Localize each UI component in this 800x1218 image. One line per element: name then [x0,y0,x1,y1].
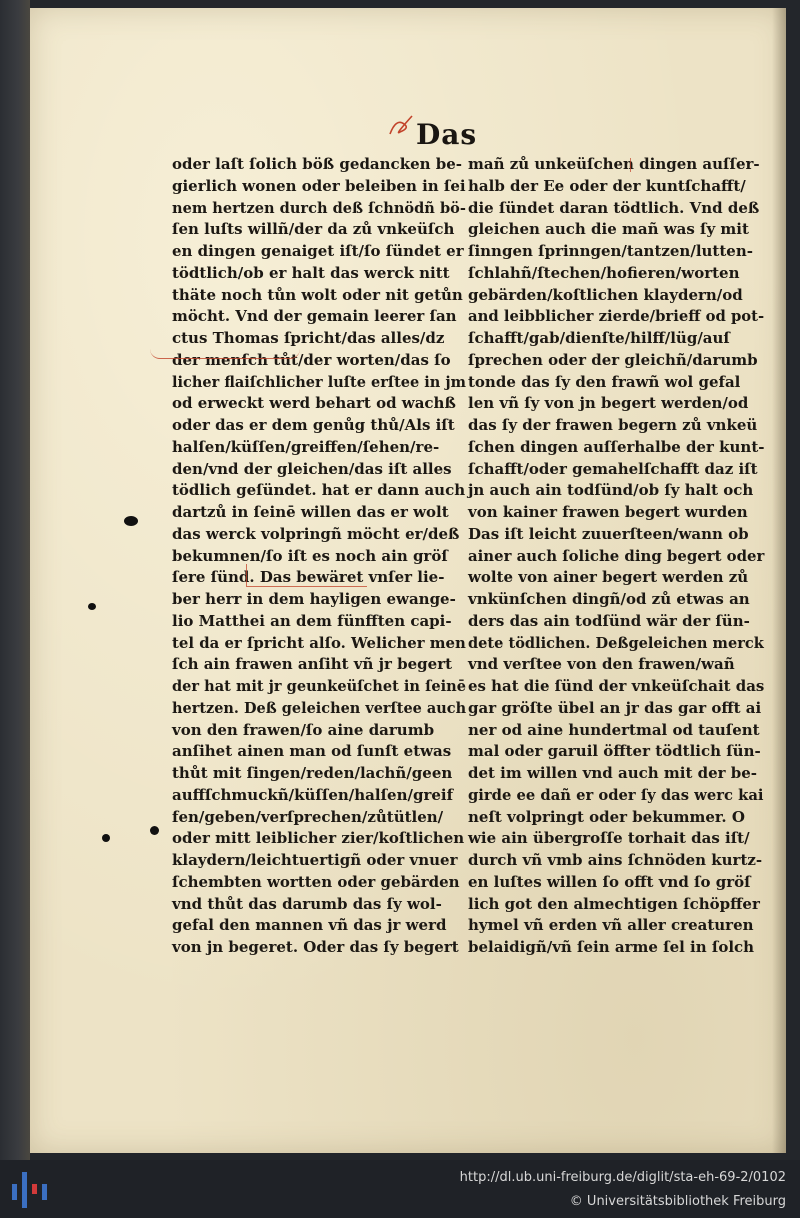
ink-blot [102,834,110,842]
text-line: en dingen genaiget iſt/ſo ſündet er [172,242,464,260]
ub-freiburg-logo-icon [10,1166,50,1212]
text-line: die ſündet daran tödtlich. Vnd deß [468,198,760,217]
copyright-notice: © Universitätsbibliothek Freiburg [569,1194,786,1209]
text-line: od erweckt werd behart od wachß [172,394,456,413]
rubric-stroke [630,158,649,172]
text-line: ſen luſts willñ/der da zů vnkeüſch [172,220,455,239]
text-column-right [468,154,764,959]
text-line: den/vnd der gleichen/das iſt alles [172,459,452,478]
page-catchword: Das [416,118,478,151]
text-line: von den frawen/ſo aine darumb [172,720,435,739]
text-line: ber herr in dem hayligen ewange- [172,590,456,608]
text-line: durch vñ vmb ains ſchnöden kurtz- [468,851,763,869]
text-line: det im willen vnd auch mit der be- [468,764,758,782]
text-line: belaidigñ/vñ ſein arme ſel in ſolch [468,938,755,956]
text-line: tödlich geſündet. hat er dann auch [172,481,466,500]
text-line: das werck volpringñ möcht er/deß [172,524,460,543]
text-line: hymel vñ erden vñ aller creaturen [468,916,754,935]
text-line: neſt volpringt oder bekummer. O [468,807,745,826]
text-line: wolte von ainer begert werden zů [468,568,749,587]
ink-blot [150,826,159,835]
text-line: gierlich wonen oder beleiben in ſei [172,176,466,195]
text-line: thůt mit ſingen/reden/lachñ/geen [172,764,453,782]
text-line: nem hertzen durch deß ſchnödñ bö- [172,198,466,217]
text-line: dartzů in ſeinē willen das er wolt [172,503,449,521]
text-line: ſchlahñ/ſtechen/hofieren/worten [468,263,740,282]
text-line: auffſchmuckñ/küſſen/halſen/greif [172,785,454,804]
running-head [386,112,476,156]
text-line: vnd thůt das darumb das ſy wol- [172,894,442,913]
text-line: len vñ ſy von jn begert werden/od [468,394,749,413]
text-line: hertzen. Deß geleichen verſtee auch [172,698,467,717]
rubric-bracket [246,564,367,587]
text-line: das ſy der frawen begern zů vnkeü [468,416,758,434]
text-line: and leibblicher zierde/brieff od pot- [468,307,765,326]
ink-blot [88,603,96,610]
text-line: gefal den mannen vñ das jr werd [172,916,447,935]
text-line: ſinngen ſprinngen/tantzen/lutten- [468,242,753,260]
text-line: von kainer frawen begert wurden [468,503,748,521]
text-line: halb der Ee oder der kuntſchafft/ [468,176,746,195]
text-line: fen/geben/verſprechen/zůtütlen/ [172,807,444,826]
text-line: mañ zů unkeüſchen dingen auſſer- [468,155,760,173]
text-line: jn auch ain todſünd/ob ſy halt och [468,481,754,500]
text-line: ainer auch ſoliche ding begert oder [468,546,765,565]
text-line: dete tödlichen. Deßgeleichen merck [468,633,764,652]
text-line: halſen/küſſen/greiffen/ſehen/re- [172,437,440,456]
text-line: lich got den almechtigen ſchöpffer [468,894,760,913]
text-line: von jn begeret. Oder das ſy begert [172,938,459,956]
text-line: lio Matthei an dem fünfften capi- [172,611,452,630]
text-line: oder das er dem genůg thů/Als iſt [172,416,455,434]
text-line: wie ain übergroſſe torhait das iſt/ [468,829,750,848]
text-line: ders das ain todſünd wär der ſün- [468,611,750,630]
text-line: ſere ſünd. Das bewäret vnſer lie- [172,568,445,587]
text-line: tel da er ſpricht alſo. Welicher men [172,633,466,652]
viewer-footer [0,1160,800,1218]
text-line: tonde das ſy den frawñ wol gefal [468,372,741,391]
text-line: gar gröſte übel an jr das gar offt ai [468,698,762,717]
text-line: der menſch tůt/der worten/das ſo [172,350,451,369]
scan-edge [0,0,30,1160]
rubric-underline [150,338,300,359]
text-line: ſchembten wortten oder gebärden [172,872,460,891]
text-line: ſchafft/oder gemahelſchafft daz iſt [468,459,758,478]
text-line: anſihet ainen man od ſunſt etwas [172,742,452,761]
text-line: der hat mit jr geunkeüſchet in ſeinē [172,677,466,695]
text-line: thäte noch tůn wolt oder nit getůn [172,285,463,304]
text-line: es hat die ſünd der vnkeüſchait das [468,677,765,695]
text-line: en luſtes willen ſo offt vnd ſo gröſ [468,872,751,891]
page-url-link[interactable]: http://dl.ub.uni-freiburg.de/diglit/sta-eh-69-2/0102 [459,1170,786,1185]
text-line: oder mitt leiblicher zier/koſtlichen [172,829,465,848]
text-line: ſch ain frawen anſiht vñ jr begert [172,655,453,674]
text-line: ctus Thomas ſpricht/das alles/dz [172,329,445,347]
text-line: licher flaiſchlicher luſte erſtee in jm [172,372,467,391]
text-line: ſchafft/gab/dienſte/hilff/lüg/auſ [468,329,730,347]
text-line: gebärden/koſtlichen klaydern/od [468,285,743,304]
text-line: bekumnen/ſo iſt es noch ain gröſ [172,546,448,565]
text-line: vnd verſtee von den frawen/wañ [468,655,735,674]
text-column-left [172,154,466,959]
text-line: Das iſt leicht zuuerſteen/wann ob [468,524,749,543]
text-line: möcht. Vnd der gemain leerer ſan [172,307,457,326]
text-line: ner od aine hundertmal od tauſent [468,720,760,739]
book-page [30,8,786,1153]
ink-blot [124,516,138,526]
text-line: mal oder garuil öffter tödtlich ſün- [468,742,761,761]
text-line: gleichen auch die mañ was ſy mit [468,220,749,239]
text-line: tödtlich/ob er halt das werck nitt [172,263,450,282]
text-line: girde ee dañ er oder ſy das werc kai [468,785,764,804]
rubric-mark-icon [386,112,416,142]
text-line: ſprechen oder der gleichñ/darumb [468,350,758,369]
text-line: klaydern/leichtuertigñ oder vnuer [172,851,458,869]
text-line: ſchen dingen auſſerhalbe der kunt- [468,437,765,456]
text-line: vnkünſchen dingñ/od zů etwas an [468,590,750,608]
page-edge-shadow [772,8,786,1153]
text-line: oder laſt ſolich böß gedancken be- [172,155,463,173]
